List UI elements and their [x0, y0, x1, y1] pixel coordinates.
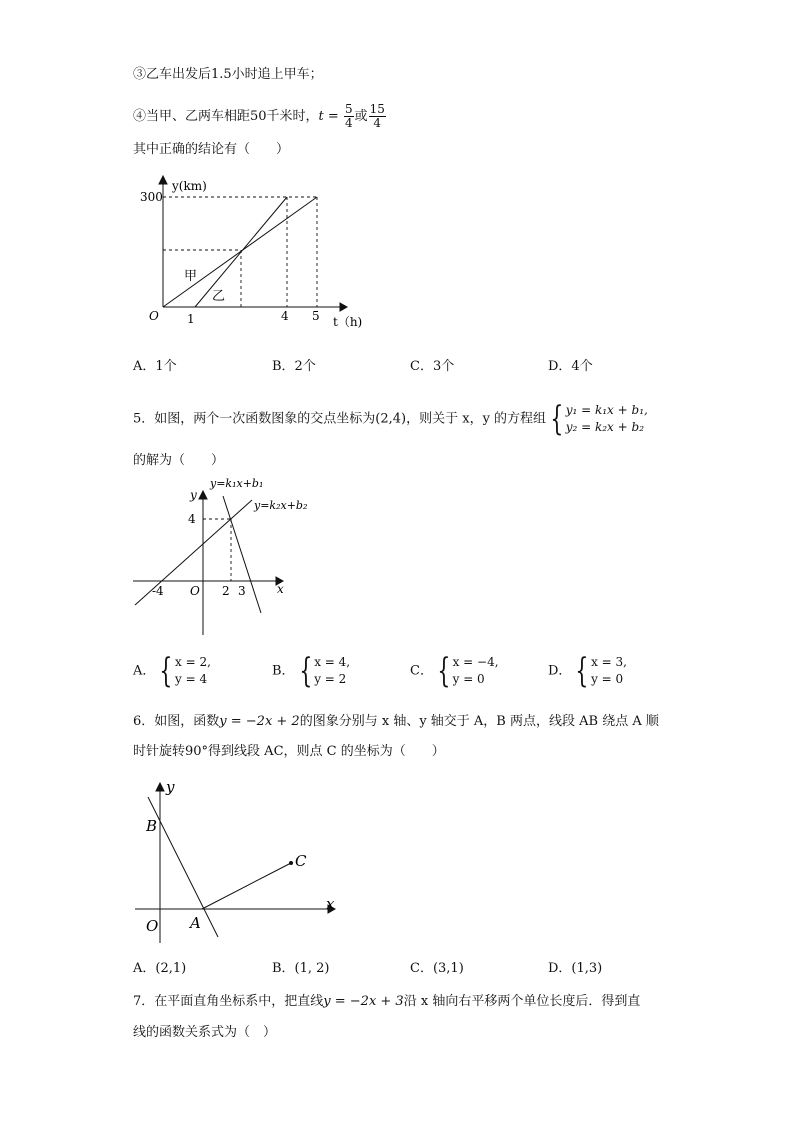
q4-graph — [140, 170, 380, 340]
segment-ac — [202, 863, 291, 909]
left-brace-icon: { — [437, 651, 451, 691]
label-jia: 甲 — [184, 269, 198, 284]
q4-x-tick-5: 5 — [312, 309, 320, 323]
label-yi: 乙 — [212, 289, 226, 304]
q4-x-tick-4: 4 — [281, 309, 289, 323]
q4-item4 — [133, 103, 387, 130]
q5-stem — [133, 399, 648, 439]
q4-option-a[interactable]: A．1个 — [133, 359, 177, 374]
q5-stem-text: 5．如图，两个一次函数图象的交点坐标为 — [133, 411, 376, 427]
q5-x-tick-2: 2 — [222, 584, 230, 598]
q4-item3: ③乙车出发后1.5小时追上甲车； — [133, 67, 323, 82]
point-c-dot — [289, 861, 293, 865]
left-brace-icon: { — [550, 399, 564, 439]
q5-x-tick-neg4: -4 — [152, 584, 164, 598]
q5-stem-end: 的解为（ ） — [133, 453, 225, 468]
q4-item4-or: 或 — [354, 109, 368, 124]
q4-x-axis-label: t（h) — [333, 315, 363, 329]
q5-point: (2,4) — [375, 411, 407, 427]
line-ab — [148, 797, 218, 937]
q4-y-axis-label: y(km) — [172, 179, 207, 193]
point-c-label: C — [295, 852, 307, 870]
q4-y-tick-300: 300 — [140, 190, 163, 204]
q6-function: y = −2x + 2 — [219, 714, 300, 729]
q7-stem-line1: 7．在平面直角坐标系中，把直线y = −2x + 3沿 x 轴向右平移两个单位长度后．得到直 — [133, 994, 641, 1009]
q7-stem-line2: 线的函数关系式为（ ） — [133, 1025, 277, 1040]
line-jia — [163, 197, 317, 307]
q5-origin: O — [190, 584, 200, 598]
q5-option-a[interactable]: A． { x = 2, y = 4 — [133, 651, 211, 691]
q5-y-tick-4: 4 — [188, 512, 196, 526]
q5-y-axis-label: y — [190, 488, 197, 502]
left-brace-icon: { — [298, 651, 312, 691]
q6-option-a[interactable]: A．(2,1) — [133, 961, 187, 976]
q5-option-c[interactable]: C． { x = −4, y = 0 — [410, 651, 499, 691]
q4-item4-text: ④当甲、乙两车相距50千米时， — [133, 109, 319, 124]
q5-line2-label: y=k₂x+b₂ — [254, 499, 308, 512]
q6-graph — [130, 775, 350, 935]
q5-graph — [130, 475, 330, 640]
q4-prompt: 其中正确的结论有（ ） — [133, 142, 290, 157]
point-b-label: B — [146, 817, 158, 835]
point-a-label: A — [190, 914, 201, 932]
q5-option-d[interactable]: D． { x = 3, y = 0 — [548, 651, 627, 691]
q6-option-c[interactable]: C．(3,1) — [410, 961, 464, 976]
fraction-5-4: $\frac{5}{4}$ — [344, 102, 353, 130]
q4-item4-var: t — [318, 109, 324, 124]
q6-option-d[interactable]: D．(1,3) — [548, 961, 603, 976]
q5-line1-label: y=k₁x+b₁ — [210, 477, 264, 490]
q6-option-b[interactable]: B．(1, 2) — [272, 961, 330, 976]
left-brace-icon: { — [159, 651, 173, 691]
q4-origin: O — [149, 309, 159, 323]
q6-stem-line2: 时针旋转90°得到线段 AC，则点 C 的坐标为（ ） — [133, 744, 445, 759]
q5-x-tick-3: 3 — [238, 584, 246, 598]
q4-option-b[interactable]: B．2个 — [272, 359, 316, 374]
q5-option-b[interactable]: B． { x = 4, y = 2 — [272, 651, 351, 691]
q5-stem-text2: ，则关于 x，y 的方程组 — [406, 411, 547, 427]
q4-item4-eq: = — [323, 109, 343, 124]
left-brace-icon: { — [575, 651, 589, 691]
fraction-15-4: $\frac{15}{4}$ — [369, 102, 385, 130]
q5-x-axis-label: x — [277, 582, 284, 596]
q6-stem-line1: 6．如图，函数y = −2x + 2的图象分别与 x 轴、y 轴交于 A，B 两点，线段 AB 绕点 A 顺 — [133, 714, 659, 729]
q5-equation-system: y₁ = k₁x + b₁, y₂ = k₂x + b₂ — [565, 403, 648, 434]
q6-y-axis-label: y — [166, 778, 175, 796]
q7-function: y = −2x + 3 — [323, 994, 404, 1009]
q4-option-d[interactable]: D．4个 — [548, 359, 593, 374]
q6-origin: O — [146, 917, 159, 935]
q4-x-tick-1: 1 — [187, 312, 195, 326]
q4-option-c[interactable]: C．3个 — [410, 359, 455, 374]
q6-x-axis-label: x — [326, 895, 335, 913]
